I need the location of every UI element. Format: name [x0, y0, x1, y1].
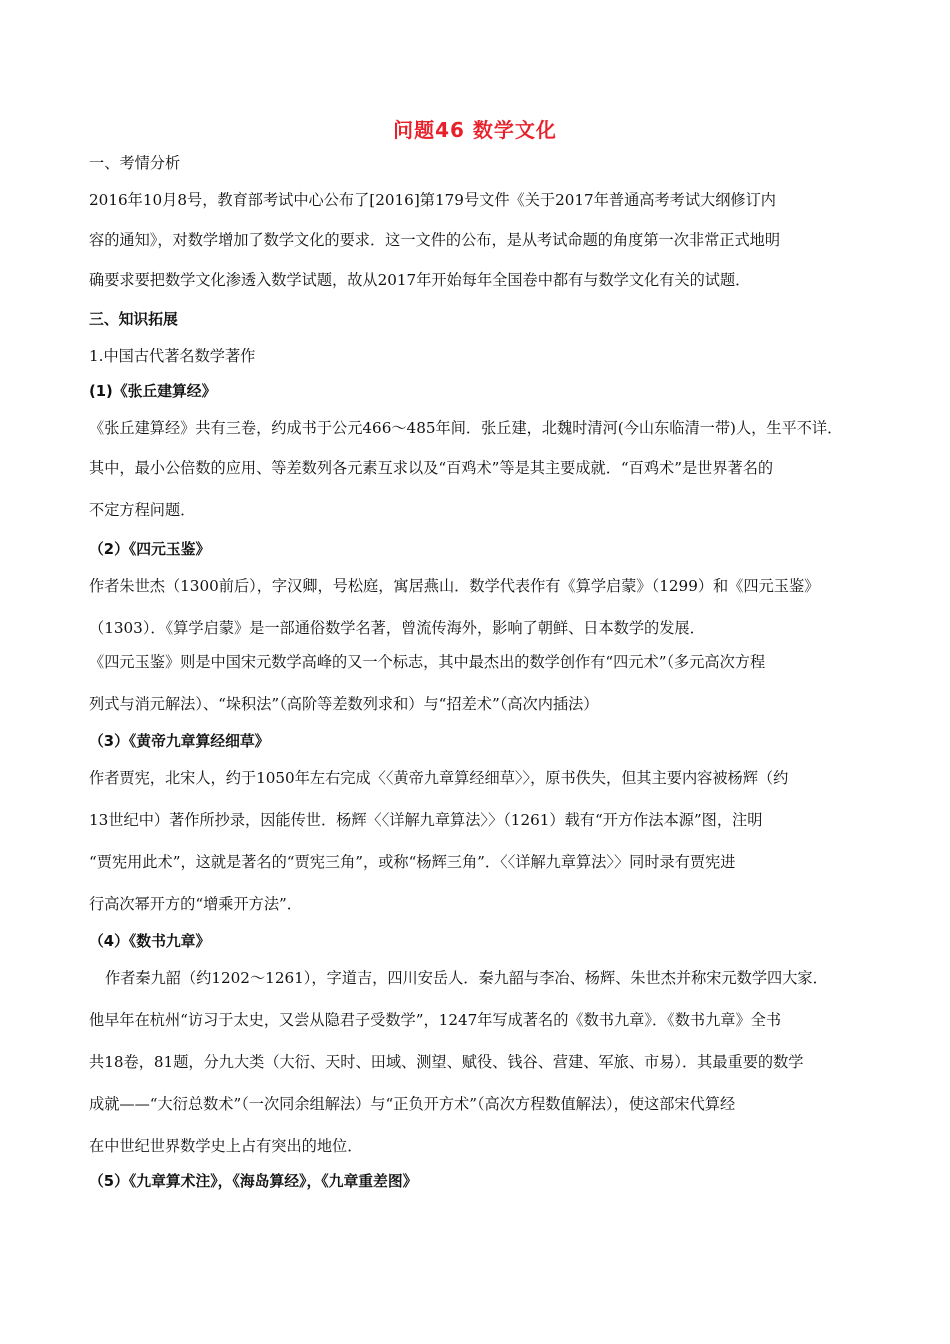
paragraph-line: 作者朱世杰（1300前后），字汉卿，号松庭，寓居燕山．数学代表作有《算学启蒙》（1299）和《四元玉鉴》: [89, 577, 820, 595]
paragraph-line: 2016年10月8号，教育部考试中心公布了[2016]第179号文件《关于2017年普通高考考试大纲修订内: [89, 191, 776, 209]
paragraph-line: 《张丘建算经》共有三卷，约成书于公元466～485年间．张丘建，北魏时清河(今山东临清一带)人，生平不详．: [89, 419, 843, 437]
subheading-famous-works: 1.中国古代著名数学著作: [89, 347, 256, 365]
paragraph-line: 容的通知》，对数学增加了数学文化的要求．这一文件的公布，是从考试命题的角度第一次非常正式地明: [89, 231, 781, 249]
paragraph-line: 在中世纪世界数学史上占有突出的地位．: [89, 1137, 363, 1155]
section-heading-analysis: 一、考情分析: [89, 154, 181, 172]
book-title: (1)《张丘建算经》: [89, 383, 217, 400]
paragraph-line: 行高次幂开方的“增乘开方法”．: [89, 895, 302, 913]
page-title: 问题46 数学文化: [393, 118, 557, 142]
paragraph-line: 不定方程问题．: [89, 501, 196, 519]
paragraph-line: 确要求要把数学文化渗透入数学试题，故从2017年开始每年全国卷中都有与数学文化有关的试题．: [89, 271, 751, 289]
paragraph-line: 作者贾宪，北宋人，约于1050年左右完成〈〈黄帝九章算经细草〉〉，原书佚失，但其主要内容被杨辉（约: [89, 769, 789, 787]
paragraph-line: 他早年在杭州“访习于太史，又尝从隐君子受数学”，1247年写成著名的《数书九章》．《数书九章》全书: [89, 1011, 782, 1029]
paragraph-line: 《四元玉鉴》则是中国宋元数学高峰的又一个标志，其中最杰出的数学创作有“四元术”（多元高次方程: [89, 653, 766, 671]
book-title: （4）《数书九章》: [89, 933, 211, 950]
paragraph-line: 成就——“大衍总数术”（一次同余组解法）与“正负开方术”（高次方程数值解法），使这部宋代算经: [89, 1095, 736, 1113]
book-title: （3）《黄帝九章算经细草》: [89, 733, 270, 750]
section-heading-knowledge: 三、知识拓展: [89, 311, 178, 328]
paragraph-line: “贾宪用此术”，这就是著名的“贾宪三角”，或称“杨辉三角”．〈〈详解九章算法〉〉同时录有贾宪进: [89, 853, 736, 871]
book-title: （2）《四元玉鉴》: [89, 541, 211, 558]
paragraph-line: （1303）．《算学启蒙》是一部通俗数学名著，曾流传海外，影响了朝鲜、日本数学的发展．: [89, 619, 705, 637]
paragraph-line: 作者秦九韶（约1202～1261），字道吉，四川安岳人．秦九韶与李冶、杨辉、朱世杰并称宋元数学四大家．: [105, 969, 828, 987]
paragraph-line: 13世纪中）著作所抄录，因能传世．杨辉〈〈详解九章算法〉〉（1261）载有“开方作法本源”图，注明: [89, 811, 763, 829]
paragraph-line: 列式与消元解法）、“垛积法”（高阶等差数列求和）与“招差术”（高次内插法）: [89, 695, 599, 713]
paragraph-line: 共18卷，81题，分九大类（大衍、天时、田域、测望、赋役、钱谷、营建、军旅、市易）．其最重要的数学: [89, 1053, 804, 1071]
paragraph-line: 其中，最小公倍数的应用、等差数列各元素互求以及“百鸡术”等是其主要成就．“百鸡术”是世界著名的: [89, 459, 774, 477]
book-title: （5）《九章算术注》，《海岛算经》，《九章重差图》: [89, 1173, 418, 1190]
